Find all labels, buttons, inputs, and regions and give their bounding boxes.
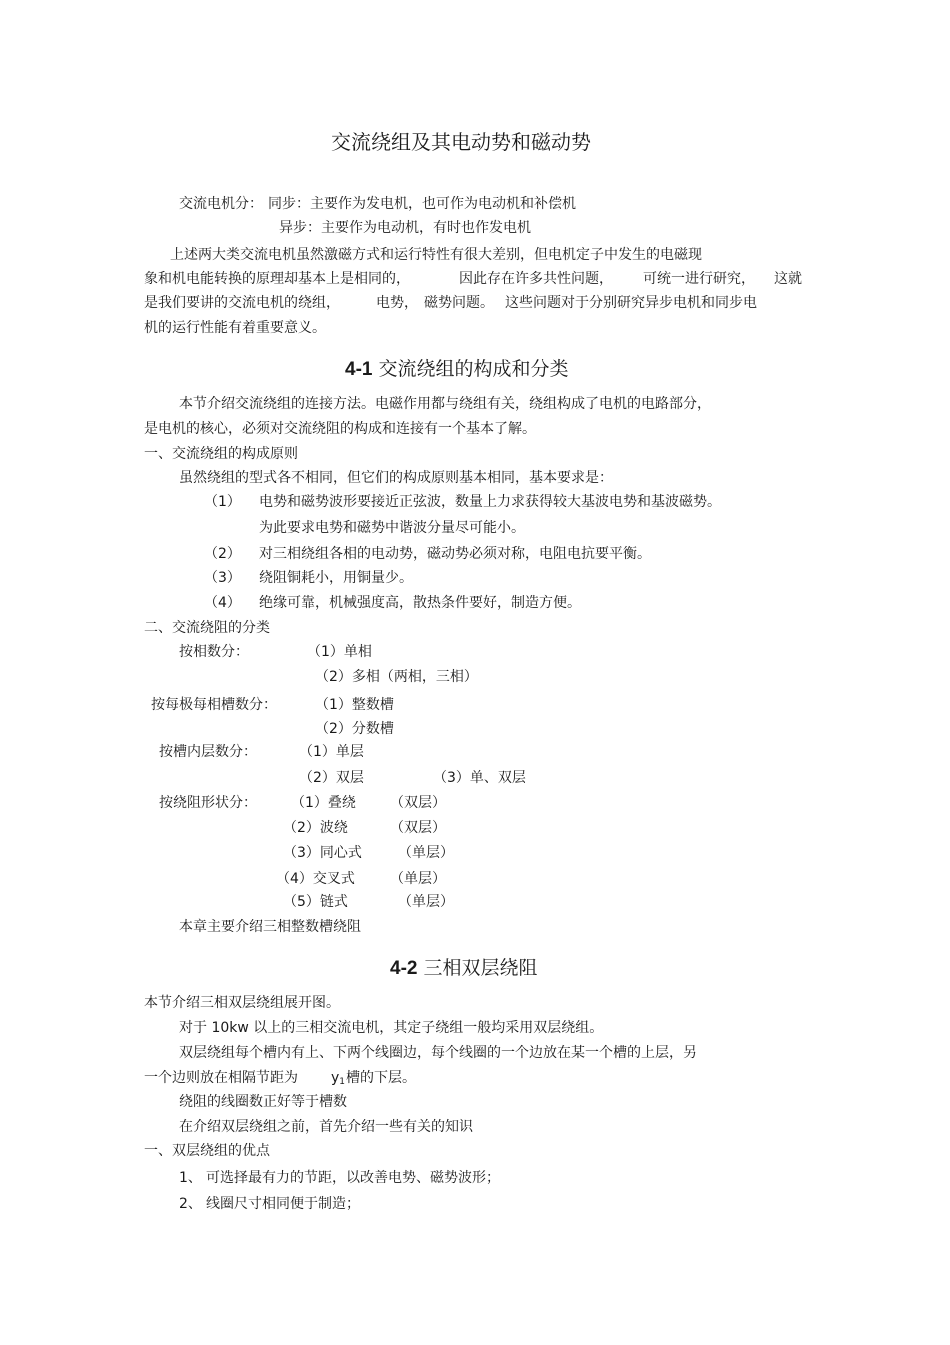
- shape-item-name: （3）同心式: [283, 845, 362, 861]
- section-4-2-title: 三相双层绕阻: [423, 957, 538, 979]
- intro-async-line: 异步：主要作为电动机，有时也作发电机: [279, 220, 531, 236]
- section-4-2-heading: [390, 956, 538, 981]
- shape-item-note: （单层）: [390, 871, 446, 887]
- pitch-symbol-subscript: 1: [339, 1077, 346, 1087]
- classify-by-layers-label: 按槽内层数分：: [159, 744, 257, 760]
- intro-classify-label: 交流电机分：: [179, 196, 263, 212]
- intro-paragraph-line-2b: 因此存在许多共性问题，: [459, 271, 613, 287]
- intro-paragraph-line-3a: 是我们要讲的交流电机的绕组，: [144, 295, 340, 311]
- requirement-text: 为此要求电势和磁势中谐波分量尽可能小。: [259, 520, 525, 536]
- document-title: 交流绕组及其电动势和磁动势: [331, 130, 591, 154]
- intro-paragraph-line-1: 上述两大类交流电机虽然激磁方式和运行特性有很大差别，但电机定子中发生的电磁现: [170, 247, 702, 263]
- section-4-1-number: 4-1: [345, 359, 373, 380]
- classify-by-phase-label: 按相数分：: [179, 644, 249, 660]
- classify-by-phase-item: （2）多相（两相，三相）: [315, 669, 478, 685]
- requirement-text: 绕阻铜耗小，用铜量少。: [259, 570, 413, 586]
- shape-item-note: （双层）: [390, 820, 446, 836]
- classify-by-phase-item: （1）单相: [307, 644, 372, 660]
- advantages-heading: 一、双层绕组的优点: [144, 1143, 270, 1159]
- requirement-number: （1）: [204, 494, 241, 510]
- section-4-2-coil-line-2-symbol: [331, 1069, 345, 1091]
- shape-item-name: （2）波绕: [283, 820, 348, 836]
- classify-by-shape-label: 按绕阻形状分：: [159, 795, 257, 811]
- section-4-1-paragraph-line-2: 是电机的核心，必须对交流绕阻的构成和连接有一个基本了解。: [144, 421, 536, 437]
- shape-item-note: （双层）: [390, 795, 446, 811]
- classify-by-slots-item: （1）整数槽: [315, 697, 394, 713]
- classify-by-slots-item: （2）分数槽: [315, 721, 394, 737]
- winding-principles-heading: 一、交流绕组的构成原则: [144, 446, 298, 462]
- requirement-number: （3）: [204, 570, 241, 586]
- requirement-text: 绝缘可靠，机械强度高，散热条件要好，制造方便。: [259, 595, 581, 611]
- intro-paragraph-line-3b: 电势，: [376, 295, 418, 311]
- before-intro-line: 在介绍双层绕组之前，首先介绍一些有关的知识: [179, 1119, 473, 1135]
- requirement-text: 对三相绕组各相的电动势，磁动势必须对称，电阻电抗要平衡。: [259, 546, 651, 562]
- pitch-symbol-y: y: [331, 1070, 340, 1086]
- intro-paragraph-line-4: 机的运行性能有着重要意义。: [144, 320, 326, 336]
- intro-paragraph-line-3d: 这些问题对于分别研究异步电机和同步电: [505, 295, 757, 311]
- chapter-note: 本章主要介绍三相整数槽绕阻: [179, 919, 361, 935]
- shape-item-note: （单层）: [398, 894, 454, 910]
- intro-paragraph-line-2c: 可统一进行研究，: [643, 271, 755, 287]
- classify-by-layers-item: （3）单、双层: [433, 770, 526, 786]
- coil-count-line: 绕阻的线圈数正好等于槽数: [179, 1094, 347, 1110]
- intro-paragraph-line-2a: 象和机电能转换的原理却基本上是相同的，: [144, 271, 410, 287]
- requirement-text: 电势和磁势波形要接近正弦波，数量上力求获得较大基波电势和基波磁势。: [259, 494, 721, 510]
- section-4-2-number: 4-2: [390, 958, 418, 979]
- requirement-number: （2）: [204, 546, 241, 562]
- classify-by-layers-item: （1）单层: [299, 744, 364, 760]
- section-4-2-coil-line-1: 双层绕组每个槽内有上、下两个线圈边，每个线圈的一个边放在某一个槽的上层，另: [179, 1045, 697, 1061]
- shape-item-note: （单层）: [398, 845, 454, 861]
- advantage-number: 2、: [179, 1196, 202, 1212]
- requirement-number: （4）: [204, 595, 241, 611]
- classify-by-layers-item: （2）双层: [299, 770, 364, 786]
- intro-sync-line: 同步：主要作为发电机，也可作为电动机和补偿机: [268, 196, 576, 212]
- section-4-2-intro: 本节介绍三相双层绕组展开图。: [144, 995, 340, 1011]
- section-4-2-coil-line-2b: 槽的下层。: [346, 1070, 416, 1086]
- section-4-1-paragraph-line-1: 本节介绍交流绕组的连接方法。电磁作用都与绕组有关，绕组构成了电机的电路部分，: [179, 396, 711, 412]
- classify-by-slots-label: 按每极每相槽数分：: [151, 697, 277, 713]
- winding-classification-heading: 二、交流绕阻的分类: [144, 620, 270, 636]
- advantage-number: 1、: [179, 1170, 202, 1186]
- advantage-text: 可选择最有力的节距，以改善电势、磁势波形；: [206, 1170, 500, 1186]
- advantage-text: 线圈尺寸相同便于制造；: [206, 1196, 360, 1212]
- section-4-1-title: 交流绕组的构成和分类: [378, 358, 569, 380]
- intro-paragraph-line-3c: 磁势问题。: [424, 295, 494, 311]
- shape-item-name: （5）链式: [283, 894, 348, 910]
- section-4-1-heading: [345, 357, 569, 382]
- winding-principles-intro: 虽然绕组的型式各不相同，但它们的构成原则基本相同，基本要求是：: [179, 470, 613, 486]
- section-4-2-10kw-line: 对于 10kw 以上的三相交流电机，其定子绕组一般均采用双层绕组。: [179, 1020, 604, 1036]
- shape-item-name: （4）交叉式: [276, 871, 355, 887]
- shape-item-name: （1）叠绕: [291, 795, 356, 811]
- section-4-2-coil-line-2a: 一个边则放在相隔节距为: [144, 1070, 298, 1086]
- intro-paragraph-line-2d: 这就: [774, 271, 802, 287]
